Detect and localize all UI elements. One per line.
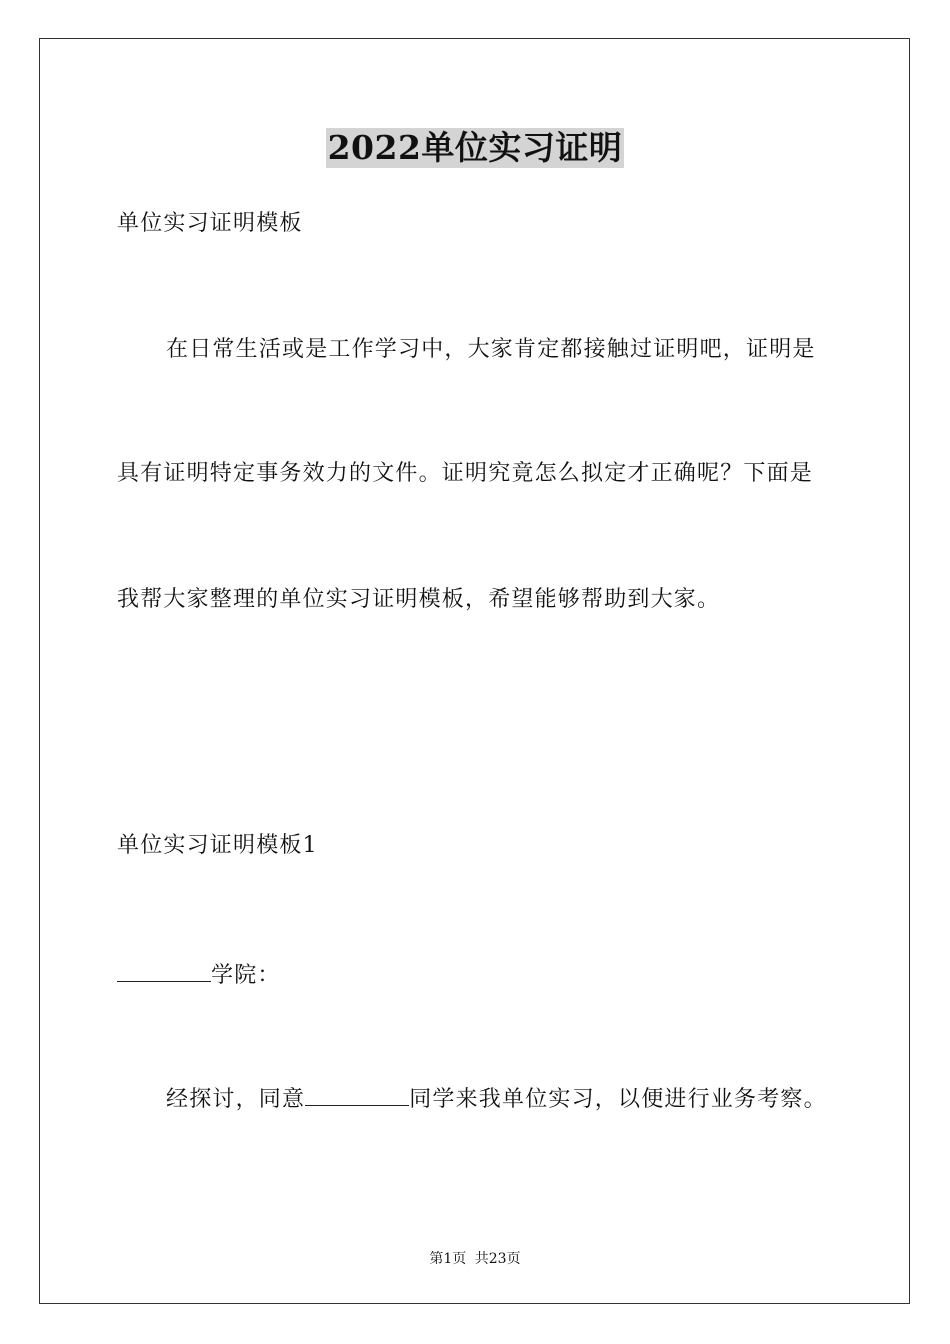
intro-paragraph-line-1: 在日常生活或是工作学习中，大家肯定都接触过证明吧，证明是 <box>166 337 816 362</box>
intro-paragraph-line-2: 具有证明特定事务效力的文件。证明究竟怎么拟定才正确呢？下面是 <box>117 461 814 486</box>
title-wrap <box>0 128 950 168</box>
document-title: 2022单位实习证明 <box>327 128 623 167</box>
body-line <box>166 1081 827 1115</box>
template-heading: 单位实习证明模板1 <box>117 833 318 858</box>
student-name-blank[interactable] <box>305 1081 409 1106</box>
body-suffix: 同学来我单位实习，以便进行业务考察。 <box>409 1087 827 1112</box>
intro-paragraph-line-3: 我帮大家整理的单位实习证明模板，希望能够帮助到大家。 <box>117 587 721 612</box>
salutation-suffix: 学院： <box>211 963 281 988</box>
page-total: 共23页 <box>474 1251 521 1267</box>
subtitle: 单位实习证明模板 <box>117 211 303 236</box>
page-current: 第1页 <box>429 1251 467 1267</box>
body-prefix: 经探讨，同意 <box>166 1087 306 1112</box>
college-name-blank[interactable] <box>117 957 211 982</box>
salutation-line <box>117 957 281 991</box>
page-footer <box>0 1248 950 1268</box>
